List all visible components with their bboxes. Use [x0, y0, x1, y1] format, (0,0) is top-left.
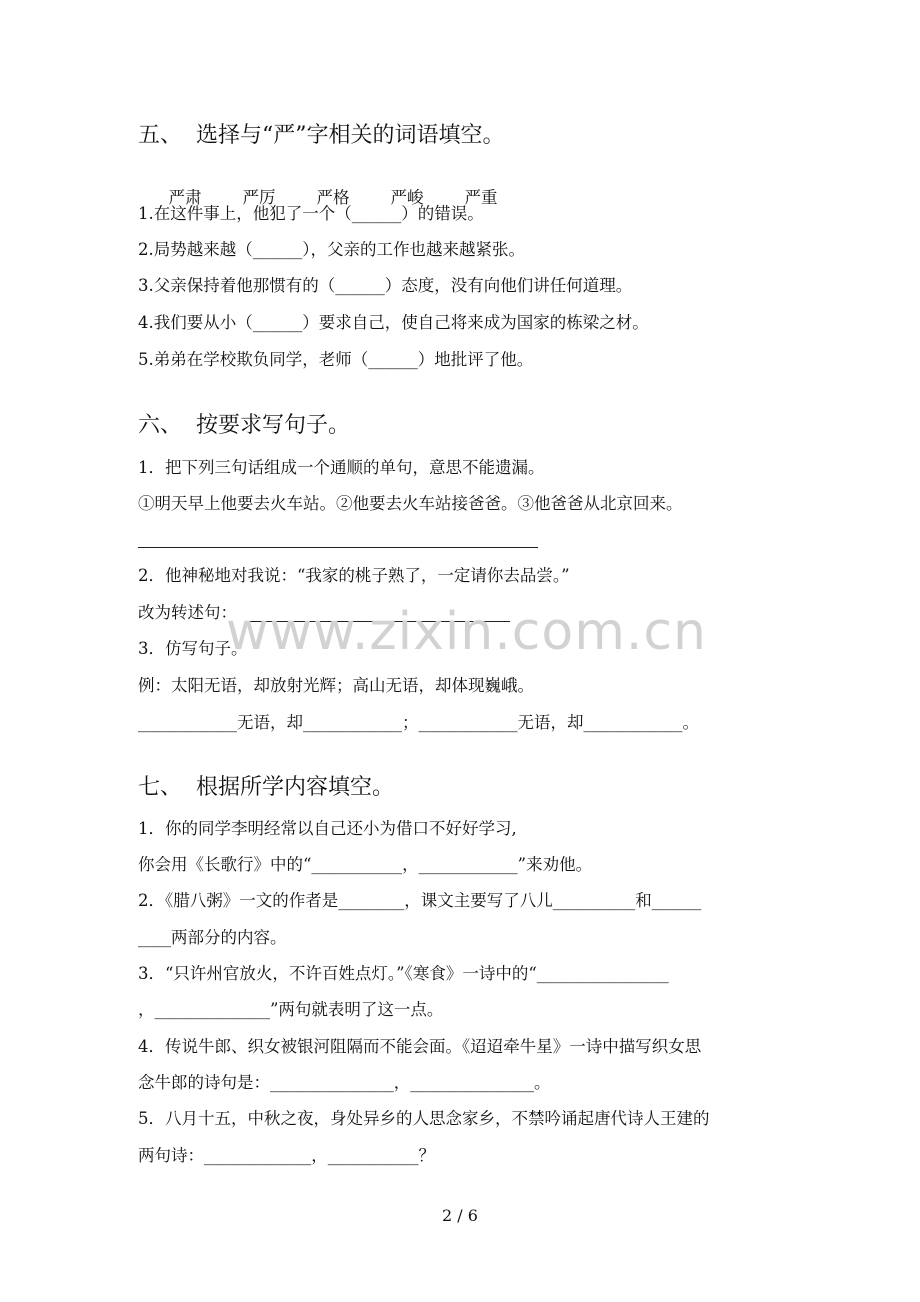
section7-line: 3．“只许州官放火，不许百姓点灯。”《寒食》一诗中的“________________ — [138, 964, 669, 983]
word-bank-item: 严厉 — [242, 188, 276, 207]
section7-line: 1．你的同学李明经常以自己还小为借口不好好学习, — [138, 819, 517, 838]
section6-question-3-blank: ____________无语，却____________；____________无语，却____________。 — [138, 713, 699, 732]
section6-question-2-prompt: 改为转述句： — [138, 603, 237, 622]
word-bank-item: 严峻 — [390, 188, 424, 207]
section5-item-4: 4.我们要从小（______）要求自己，使自己将来成为国家的栋梁之材。 — [138, 313, 649, 332]
section7-line: 4．传说牛郎、织女被银河阻隔而不能会面。《迢迢牵牛星》一诗中描写织女思 — [138, 1037, 702, 1056]
section7-line: ____两部分的内容。 — [138, 928, 287, 947]
word-bank-item: 严重 — [464, 188, 498, 207]
word-bank-item: 严肃 — [168, 188, 202, 207]
section7-line: 两句诗：_____________，___________？ — [138, 1146, 435, 1165]
section6-question-3: 3．仿写句子。 — [138, 639, 248, 658]
section5-item-3: 3.父亲保持着他那惯有的（______）态度，没有向他们讲任何道理。 — [138, 276, 633, 295]
section7-line: 2．《腊八粥》一文的作者是________，课文主要写了八儿__________和______ — [138, 891, 702, 910]
section6-question-2: 2．他神秘地对我说：“我家的桃子熟了，一定请你去品尝。” — [138, 566, 570, 585]
section6-question-3-example: 例：太阳无语，却放射光辉；高山无语，却体现巍峨。 — [138, 676, 534, 695]
section7-line: 念牛郎的诗句是：_______________，_______________。 — [138, 1073, 551, 1092]
word-bank-item: 严格 — [316, 188, 350, 207]
section7-line: 5．八月十五，中秋之夜，身处异乡的人思念家乡，不禁吟诵起唐代诗人王建的 — [138, 1109, 710, 1128]
section6-question-1: 1．把下列三句话组成一个通顺的单句，意思不能遗漏。 — [138, 458, 545, 477]
section5-item-1: 1.在这件事上，他犯了一个（______）的错误。 — [138, 204, 484, 223]
section7-line: 你会用《长歌行》中的“___________，____________”来劝他。 — [138, 855, 593, 874]
watermark: www.zixin.com.cn — [226, 602, 707, 662]
section7-line: ，______________”两句就表明了这一点。 — [138, 1000, 444, 1019]
section5-item-5: 5.弟弟在学校欺负同学，老师（______）地批评了他。 — [138, 350, 534, 369]
word-bank — [158, 168, 539, 208]
section7-heading: 七、 根据所学内容填空。 — [138, 775, 394, 800]
section5-heading: 五、 选择与“严”字相关的词语填空。 — [138, 123, 505, 148]
answer-line — [138, 547, 538, 548]
page-number: 2 / 6 — [442, 1206, 478, 1225]
section6-question-1-sentences: ①明天早上他要去火车站。②他要去火车站接爸爸。③他爸爸从北京回来。 — [138, 494, 683, 513]
section6-heading: 六、 按要求写句子。 — [138, 413, 350, 438]
section5-item-2: 2.局势越来越（______），父亲的工作也越来越紧张。 — [138, 240, 525, 259]
